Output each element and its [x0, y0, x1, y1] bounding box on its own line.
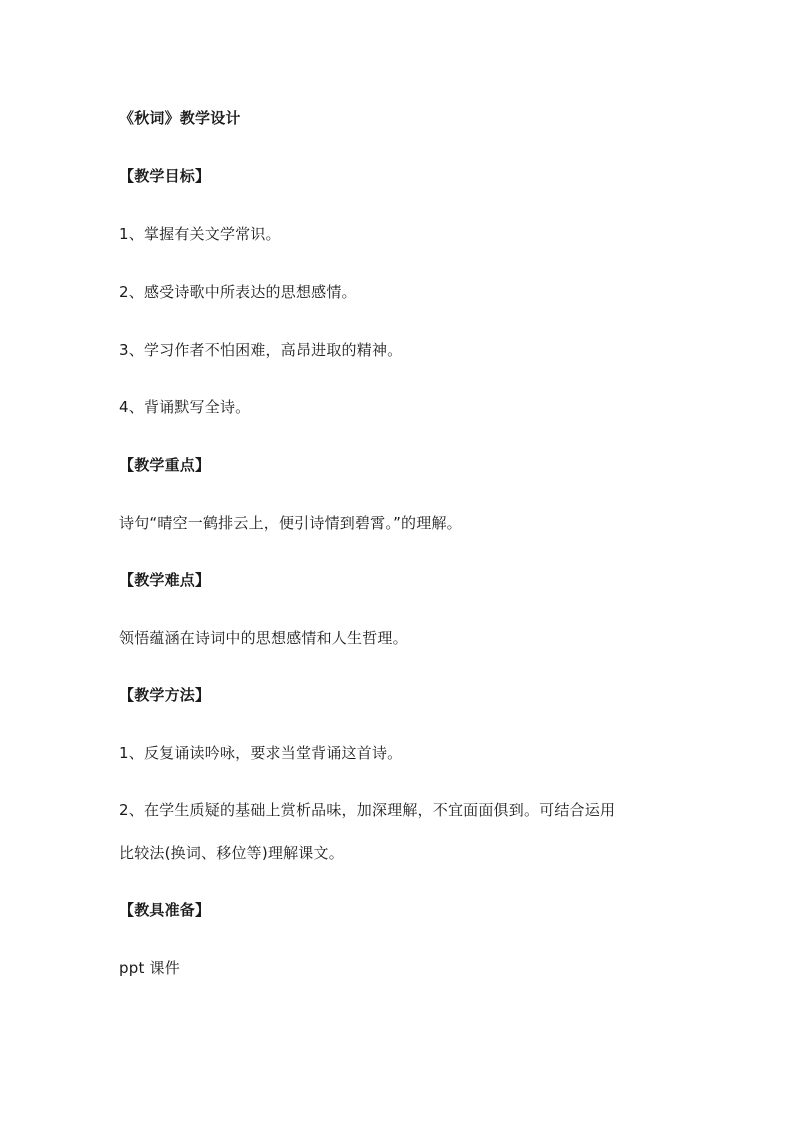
- objective-item-4: 4、背诵默写全诗。: [119, 398, 251, 416]
- objective-item-2: 2、感受诗歌中所表达的思想感情。: [119, 283, 357, 301]
- method-item-2: 2、在学生质疑的基础上赏析品味，加深理解，不宜面面俱到。可结合运用: [119, 801, 616, 819]
- materials-text: ppt 课件: [119, 959, 180, 977]
- objective-item-3: 3、学习作者不怕困难，高昂进取的精神。: [119, 341, 403, 359]
- methods-heading: 【教学方法】: [119, 686, 211, 704]
- difficulties-text: 领悟蕴涵在诗词中的思想感情和人生哲理。: [119, 629, 408, 647]
- method-item-1: 1、反复诵读吟咏，要求当堂背诵这首诗。: [119, 744, 403, 762]
- objective-item-1: 1、掌握有关文学常识。: [119, 225, 281, 243]
- key-points-heading: 【教学重点】: [119, 456, 211, 474]
- objectives-heading: 【教学目标】: [119, 167, 211, 185]
- difficulties-heading: 【教学难点】: [119, 571, 211, 589]
- materials-heading: 【教具准备】: [119, 901, 211, 919]
- method-item-2-continued: 比较法(换词、移位等)理解课文。: [119, 844, 344, 862]
- key-points-text: 诗句“晴空一鹤排云上，便引诗情到碧霄。”的理解。: [119, 514, 462, 532]
- document-title: 《秋词》教学设计: [119, 109, 241, 127]
